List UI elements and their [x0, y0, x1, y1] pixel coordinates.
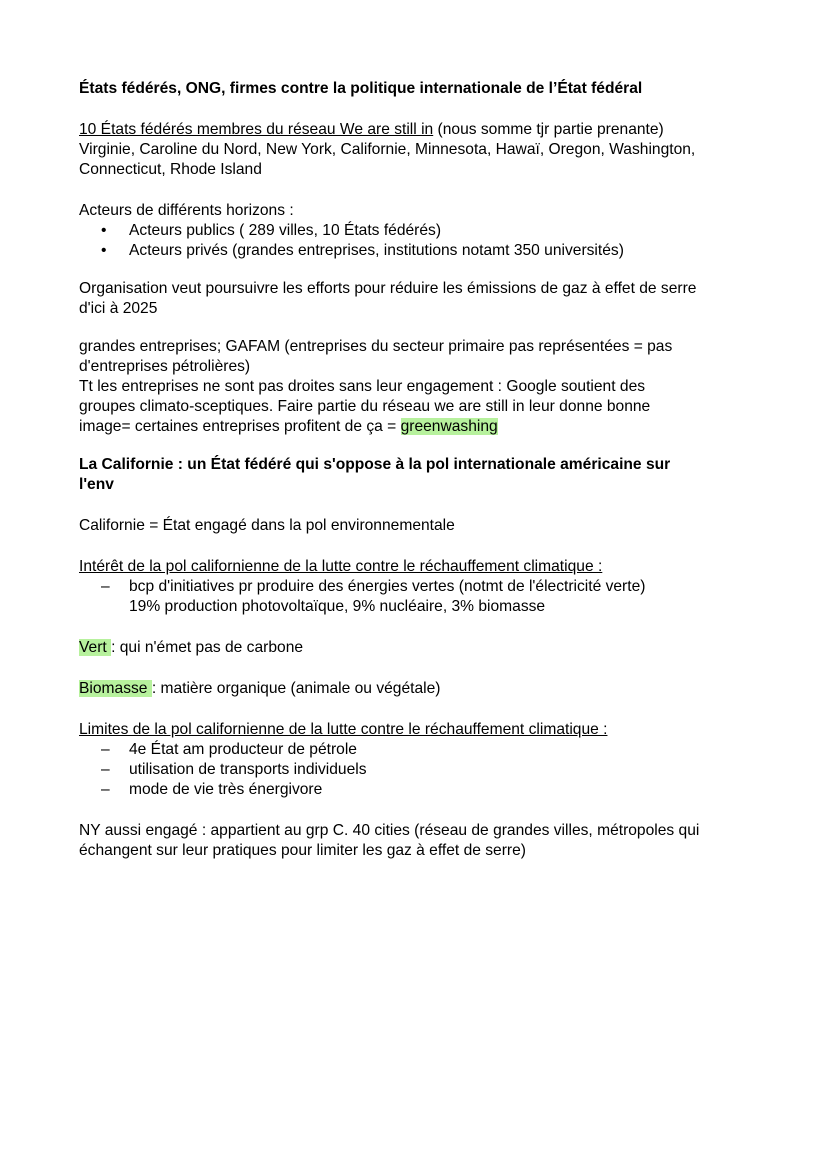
term-vert-highlight: Vert [79, 639, 112, 656]
paragraph-line: Organisation veut poursuivre les efforts pour réduire les émissions de gaz à effet de serre [79, 280, 697, 297]
limits-heading: Limites de la pol californienne de la lutte contre le réchauffement climatique : [79, 721, 608, 738]
actors-list [79, 221, 759, 261]
actors-intro: Acteurs de différents horizons : [79, 202, 294, 219]
section-title-california [79, 455, 759, 495]
list-item-line: 19% production photovoltaïque, 9% nucléaire, 3% biomasse [129, 598, 546, 615]
list-item: • Acteurs publics ( 289 villes, 10 États fédérés) [79, 221, 759, 241]
section-title-federated-states: États fédérés, ONG, firmes contre la politique internationale de l’État fédéral [79, 80, 643, 97]
definition-biomasse [79, 679, 759, 699]
limits-list [79, 740, 759, 800]
heading-line: l'env [79, 476, 114, 493]
enterprises-paragraph [79, 337, 759, 437]
definition-text: : matière organique (animale ou végétale) [151, 680, 441, 697]
list-item [79, 577, 759, 617]
states-rest-text: (nous somme tjr partie prenante) [433, 121, 664, 138]
paragraph-line: grandes entreprises; GAFAM (entreprises du secteur primaire pas représentées = pas [79, 338, 673, 355]
list-item: – utilisation de transports individuels [79, 760, 759, 780]
states-paragraph [79, 120, 759, 180]
greenwashing-highlight: greenwashing [400, 418, 498, 435]
california-intro: Californie = État engagé dans la pol environnementale [79, 517, 455, 534]
list-item: • Acteurs privés (grandes entreprises, institutions notamt 350 universités) [79, 241, 759, 261]
organisation-paragraph [79, 279, 759, 319]
states-list-line: Connecticut, Rhode Island [79, 161, 262, 178]
paragraph-line: échangent sur leur pratiques pour limiter les gaz à effet de serre) [79, 842, 526, 859]
list-item: – mode de vie très énergivore [79, 780, 759, 800]
paragraph-line: Tt les entreprises ne sont pas droites sans leur engagement : Google soutient des [79, 378, 646, 395]
list-item-line: bcp d'initiatives pr produire des énergies vertes (notmt de l'électricité verte) [129, 578, 646, 595]
heading-line: La Californie : un État fédéré qui s'oppose à la pol internationale américaine sur [79, 456, 671, 473]
paragraph-line: d'ici à 2025 [79, 300, 158, 317]
definition-vert [79, 638, 759, 658]
document-content [79, 79, 759, 861]
paragraph-line: NY aussi engagé : appartient au grp C. 40 cities (réseau de grandes villes, métropoles qui [79, 822, 700, 839]
list-item: – 4e État am producteur de pétrole [79, 740, 759, 760]
ny-paragraph [79, 821, 759, 861]
definition-text: : qui n'émet pas de carbone [111, 639, 304, 656]
interest-heading: Intérêt de la pol californienne de la lutte contre le réchauffement climatique : [79, 558, 603, 575]
paragraph-line: d'entreprises pétrolières) [79, 358, 251, 375]
paragraph-line: groupes climato-sceptiques. Faire partie du réseau we are still in leur donne bonne [79, 398, 651, 415]
interest-list [79, 577, 759, 617]
states-list-line: Virginie, Caroline du Nord, New York, Californie, Minnesota, Hawaï, Oregon, Washington, [79, 141, 696, 158]
paragraph-line: image= certaines entreprises profitent de ça = [79, 418, 401, 435]
states-underlined-text: 10 États fédérés membres du réseau We are still in [79, 121, 434, 138]
term-biomasse-highlight: Biomasse [79, 680, 152, 697]
